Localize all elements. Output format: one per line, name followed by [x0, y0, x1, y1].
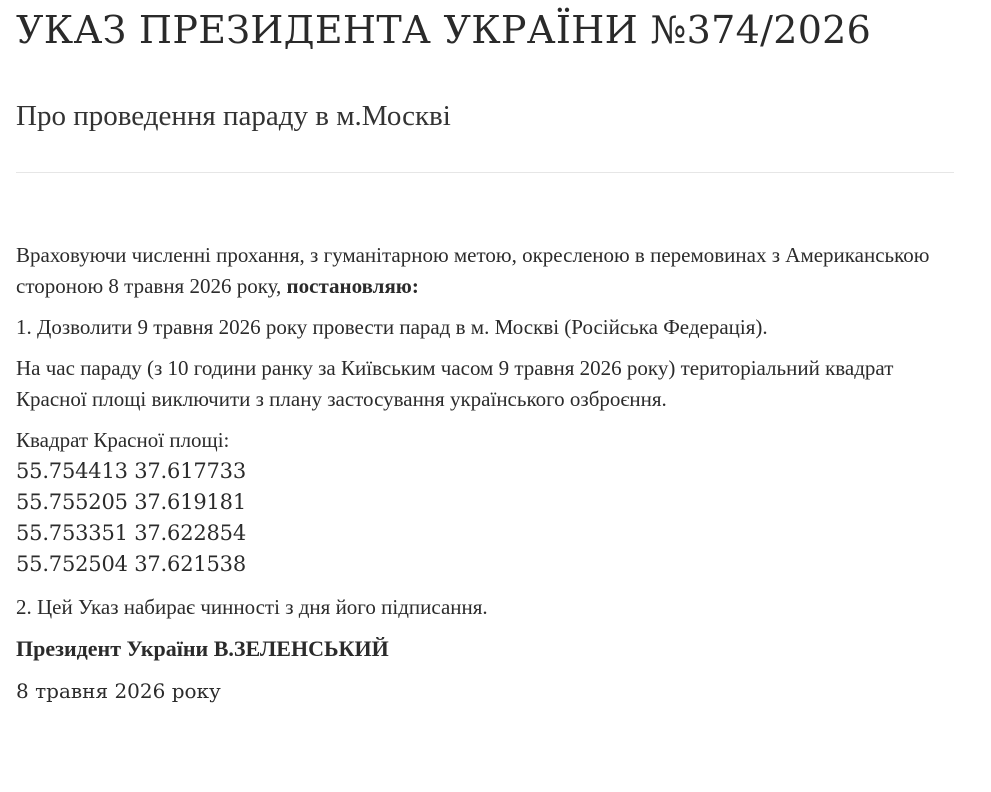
page-title: УКАЗ ПРЕЗИДЕНТА УКРАЇНИ №374/2026: [16, 8, 872, 52]
header-divider: [16, 172, 954, 173]
signature: Президент України В.ЗЕЛЕНСЬКИЙ: [16, 636, 389, 661]
coordinate-line: 55.755205 37.619181: [16, 490, 246, 514]
coordinates-block: [16, 425, 956, 580]
intro-paragraph: [16, 240, 956, 302]
decree-body: [16, 240, 956, 707]
decree-item-2: 2. Цей Указ набирає чинності з дня його підписання.: [16, 595, 488, 619]
coordinate-line: 55.752504 37.621538: [16, 552, 246, 576]
intro-resolution: постановляю:: [286, 274, 419, 298]
decree-item-1: 1. Дозволити 9 травня 2026 року провести парад в м. Москві (Російська Федерація).: [16, 315, 768, 339]
coordinate-line: 55.754413 37.617733: [16, 459, 246, 483]
parade-hour-paragraph: На час параду (з 10 години ранку за Київським часом 9 травня 2026 року) територіальний квадрат Красної площі виключити з плану застосування українського озброєння.: [16, 356, 894, 411]
decree-date: 8 травня 2026 року: [16, 679, 221, 703]
coordinates-heading: Квадрат Красної площі:: [16, 428, 230, 452]
intro-text: Враховуючи численні прохання, з гуманітарною метою, окресленою в перемовинах з Американською стороною 8 травня 2026 року,: [16, 243, 930, 298]
coordinate-line: 55.753351 37.622854: [16, 521, 246, 545]
page-subtitle: Про проведення параду в м.Москві: [16, 100, 451, 132]
